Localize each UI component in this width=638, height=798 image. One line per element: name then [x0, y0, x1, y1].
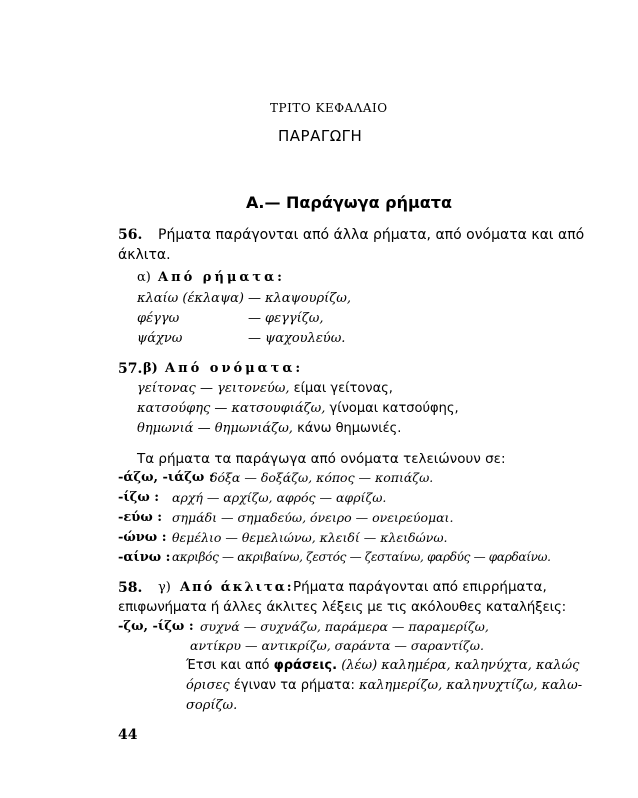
example-57-row-1-plain: είμαι γείτονας,	[293, 381, 393, 396]
paragraph-number-58: 58.	[118, 580, 143, 596]
suffix-examples-3: σημάδι — σημαδεύω, όνειρο — ονειρεύομαι.	[172, 510, 454, 525]
example-57-row-3	[137, 421, 401, 436]
paragraph-56-line-1: Ρήματα παράγονται από άλλα ρήματα, από ονόματα και από	[158, 227, 585, 243]
example-57-row-2-italic: κατσούφης — κατσουφιάζω,	[137, 401, 326, 416]
subsection-b-letter: β)	[143, 361, 158, 376]
example-57-row-1-italic: γείτονας — γειτονεύω,	[137, 381, 290, 396]
example-57-row-1	[137, 381, 393, 396]
phrases-italic: (λέω) καλημέρα, καληνύχτα, καλώς	[341, 658, 580, 673]
phrases-bold: φράσεις.	[273, 658, 338, 673]
example-57-row-2	[137, 401, 459, 416]
example-row-2-dash: —	[248, 311, 261, 326]
suffix-label-1: -άζω, -ιάζω :	[118, 470, 214, 485]
example-row-3-left: ψάχνω	[137, 331, 183, 346]
chapter-label: ΤΡΙΤΟ ΚΕΦΑΛΑΙΟ	[270, 101, 388, 115]
example-row-3-right: ψαχουλεύω.	[265, 331, 346, 346]
paragraph-57-intro: Τα ρήματα τα παράγωγα από ονόματα τελειώνουν σε:	[137, 451, 506, 467]
paragraph-number-56: 56.	[118, 227, 143, 243]
example-row-2-right: φεγγίζω,	[265, 311, 324, 326]
section-title: Α.— Παράγωγα ρήματα	[246, 193, 452, 212]
subsection-a-letter: α)	[137, 270, 151, 285]
paragraph-58-phrases-line-2	[186, 678, 582, 693]
example-row-2-left: φέγγω	[137, 311, 180, 326]
page-number: 44	[118, 727, 138, 743]
phrases-line-2-plain: έγιναν τα ρήματα:	[233, 678, 355, 693]
suffix-label-5: -αίνω :	[118, 550, 171, 565]
phrases-line-2-italic: όρισες	[186, 678, 230, 693]
paragraph-number-57: 57.	[118, 361, 143, 377]
suffix-examples-5: ακριβός — ακριβαίνω, ζεστός — ζεσταίνω, φαρδύς — φαρδαίνω.	[172, 550, 551, 564]
example-57-row-2-plain: γίνομαι κατσούφης,	[329, 401, 459, 416]
suffix-examples-4: θεμέλιο — θεμελιώνω, κλειδί — κλειδώνω.	[172, 530, 448, 545]
phrases-plain: Έτσι και από	[186, 658, 270, 673]
subsection-c-letter: γ)	[158, 580, 171, 595]
subsection-a-heading: Από ρήματα:	[158, 270, 285, 285]
suffix-label-3: -εύω :	[118, 510, 163, 525]
paragraph-58-line-1: Ρήματα παράγονται από επιρρήματα,	[293, 579, 547, 595]
example-row-3-dash: —	[248, 331, 261, 346]
suffix-label-4: -ώνω :	[118, 530, 167, 545]
paragraph-56-line-2: άκλιτα.	[118, 247, 171, 263]
suffix-label-2: -ίζω :	[118, 490, 160, 505]
phrases-line-2-italic-2: καλημερίζω, καληνυχτίζω, καλω-	[358, 678, 583, 693]
subsection-b-heading: Από ονόματα:	[165, 361, 304, 376]
example-row-1-dash: —	[248, 291, 261, 306]
suffix-label-58: -ζω, -ίζω :	[118, 619, 194, 634]
paragraph-58-examples-1: συχνά — συχνάζω, παράμερα — παραμερίζω,	[200, 619, 489, 634]
subsection-c-heading: Από άκλιτα:	[180, 580, 294, 595]
example-57-row-3-italic: θημωνιά — θημωνιάζω,	[137, 421, 293, 436]
suffix-examples-1: δόξα — δοξάζω, κόπος — κοπιάζω.	[210, 470, 434, 485]
paragraph-58-phrases-line-1	[186, 658, 579, 673]
paragraph-58-phrases-line-3: σορίζω.	[186, 698, 238, 713]
paragraph-58-line-2: επιφωνήματα ή άλλες άκλιτες λέξεις με τις ακόλουθες καταλήξεις:	[118, 599, 567, 615]
chapter-title: ΠΑΡΑΓΩΓΗ	[278, 127, 363, 145]
example-57-row-3-plain: κάνω θημωνιές.	[297, 421, 402, 436]
paragraph-58-examples-2: αντίκρυ — αντικρίζω, σαράντα — σαραντίζω.	[190, 638, 484, 653]
example-row-1-left: κλαίω (έκλαψα)	[137, 291, 245, 306]
suffix-examples-2: αρχή — αρχίζω, αφρός — αφρίζω.	[172, 490, 387, 505]
example-row-1-right: κλαψουρίζω,	[265, 291, 351, 306]
